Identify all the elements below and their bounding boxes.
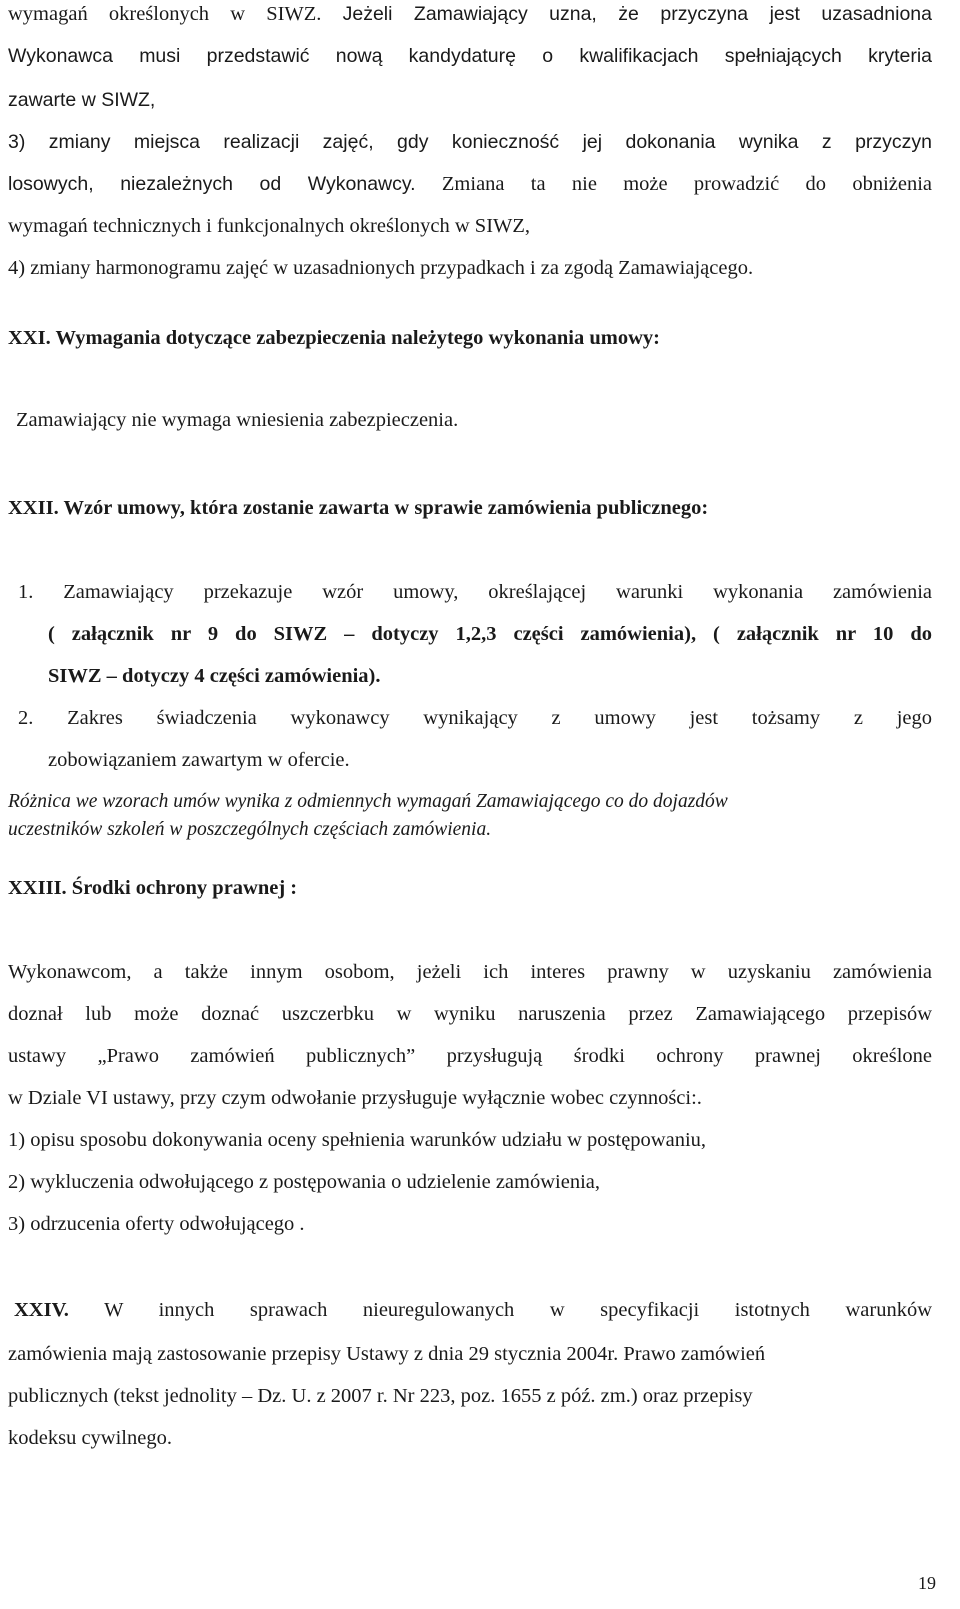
text-line: zamówienia mają zastosowanie przepisy Ustawy z dnia 29 stycznia 2004r. Prawo zamówień	[8, 1343, 766, 1365]
text-line: SIWZ – dotyczy 4 części zamówienia).	[48, 665, 381, 687]
text-segment: losowych, niezależnych od Wykonawcy.	[8, 173, 416, 195]
section-heading: XXIII. Środki ochrony prawnej :	[8, 877, 298, 899]
text-segment: wymagań określonych w SIWZ.	[8, 3, 322, 25]
text-line: zawarte w SIWZ,	[8, 89, 156, 111]
text-line: 1. Zamawiający przekazuje wzór umowy, określającej warunki wykonania zamówienia	[18, 581, 932, 603]
text-line: 1) opisu sposobu dokonywania oceny spełnienia warunków udziału w postępowaniu,	[8, 1129, 707, 1151]
text-line: Wykonawca musi przedstawić nową kandydaturę o kwalifikacjach spełniających kryteria	[8, 45, 932, 67]
text-line: 3) odrzucenia oferty odwołującego .	[8, 1213, 305, 1235]
text-line: zobowiązaniem zawartym w ofercie.	[48, 749, 350, 771]
text-line: w Dziale VI ustawy, przy czym odwołanie przysługuje wyłącznie wobec czynności:.	[8, 1087, 702, 1109]
text-line: Zamawiający nie wymaga wniesienia zabezpieczenia.	[16, 409, 459, 431]
text-line: 2) wykluczenia odwołującego z postępowania o udzielenie zamówienia,	[8, 1171, 600, 1193]
text-line: wymagań technicznych i funkcjonalnych określonych w SIWZ,	[8, 215, 531, 237]
text-line: publicznych (tekst jednolity – Dz. U. z 2007 r. Nr 223, poz. 1655 z póź. zm.) oraz przepisy	[8, 1385, 753, 1407]
page-number: 19	[918, 1573, 936, 1593]
text-line: 2. Zakres świadczenia wykonawcy wynikający z umowy jest tożsamy z jego	[18, 707, 932, 729]
text-line	[8, 2, 932, 26]
text-line: ustawy „Prawo zamówień publicznych” przysługują środki ochrony prawnej określone	[8, 1045, 932, 1067]
section-heading: XXIV.	[14, 1299, 69, 1321]
text-line: 4) zmiany harmonogramu zajęć w uzasadnionych przypadkach i za zgodą Zamawiającego.	[8, 257, 754, 279]
text-segment: Zmiana ta nie może prowadzić do obniżenia	[441, 173, 933, 195]
text-segment: Jeżeli Zamawiający uzna, że przyczyna jest uzasadniona	[342, 3, 932, 25]
text-line	[14, 1298, 932, 1322]
section-heading: XXII. Wzór umowy, która zostanie zawarta w sprawie zamówienia publicznego:	[8, 497, 709, 519]
text-line: kodeksu cywilnego.	[8, 1427, 172, 1449]
section-heading: XXI. Wymagania dotyczące zabezpieczenia należytego wykonania umowy:	[8, 327, 660, 349]
text-line: ( załącznik nr 9 do SIWZ – dotyczy 1,2,3 części zamówienia), ( załącznik nr 10 do	[48, 623, 932, 645]
text-segment: W innych sprawach nieuregulowanych w specyfikacji istotnych warunków	[104, 1299, 932, 1321]
text-line: doznał lub może doznać uszczerbku w wyniku naruszenia przez Zamawiającego przepisów	[8, 1003, 932, 1025]
text-line: uczestników szkoleń w poszczególnych częściach zamówienia.	[8, 819, 492, 840]
text-line	[8, 172, 932, 196]
text-line: Różnica we wzorach umów wynika z odmiennych wymagań Zamawiającego co do dojazdów	[8, 791, 728, 812]
text-line: 3) zmiany miejsca realizacji zajęć, gdy konieczność jej dokonania wynika z przyczyn	[8, 131, 932, 153]
text-line: Wykonawcom, a także innym osobom, jeżeli ich interes prawny w uzyskaniu zamówienia	[8, 961, 932, 983]
